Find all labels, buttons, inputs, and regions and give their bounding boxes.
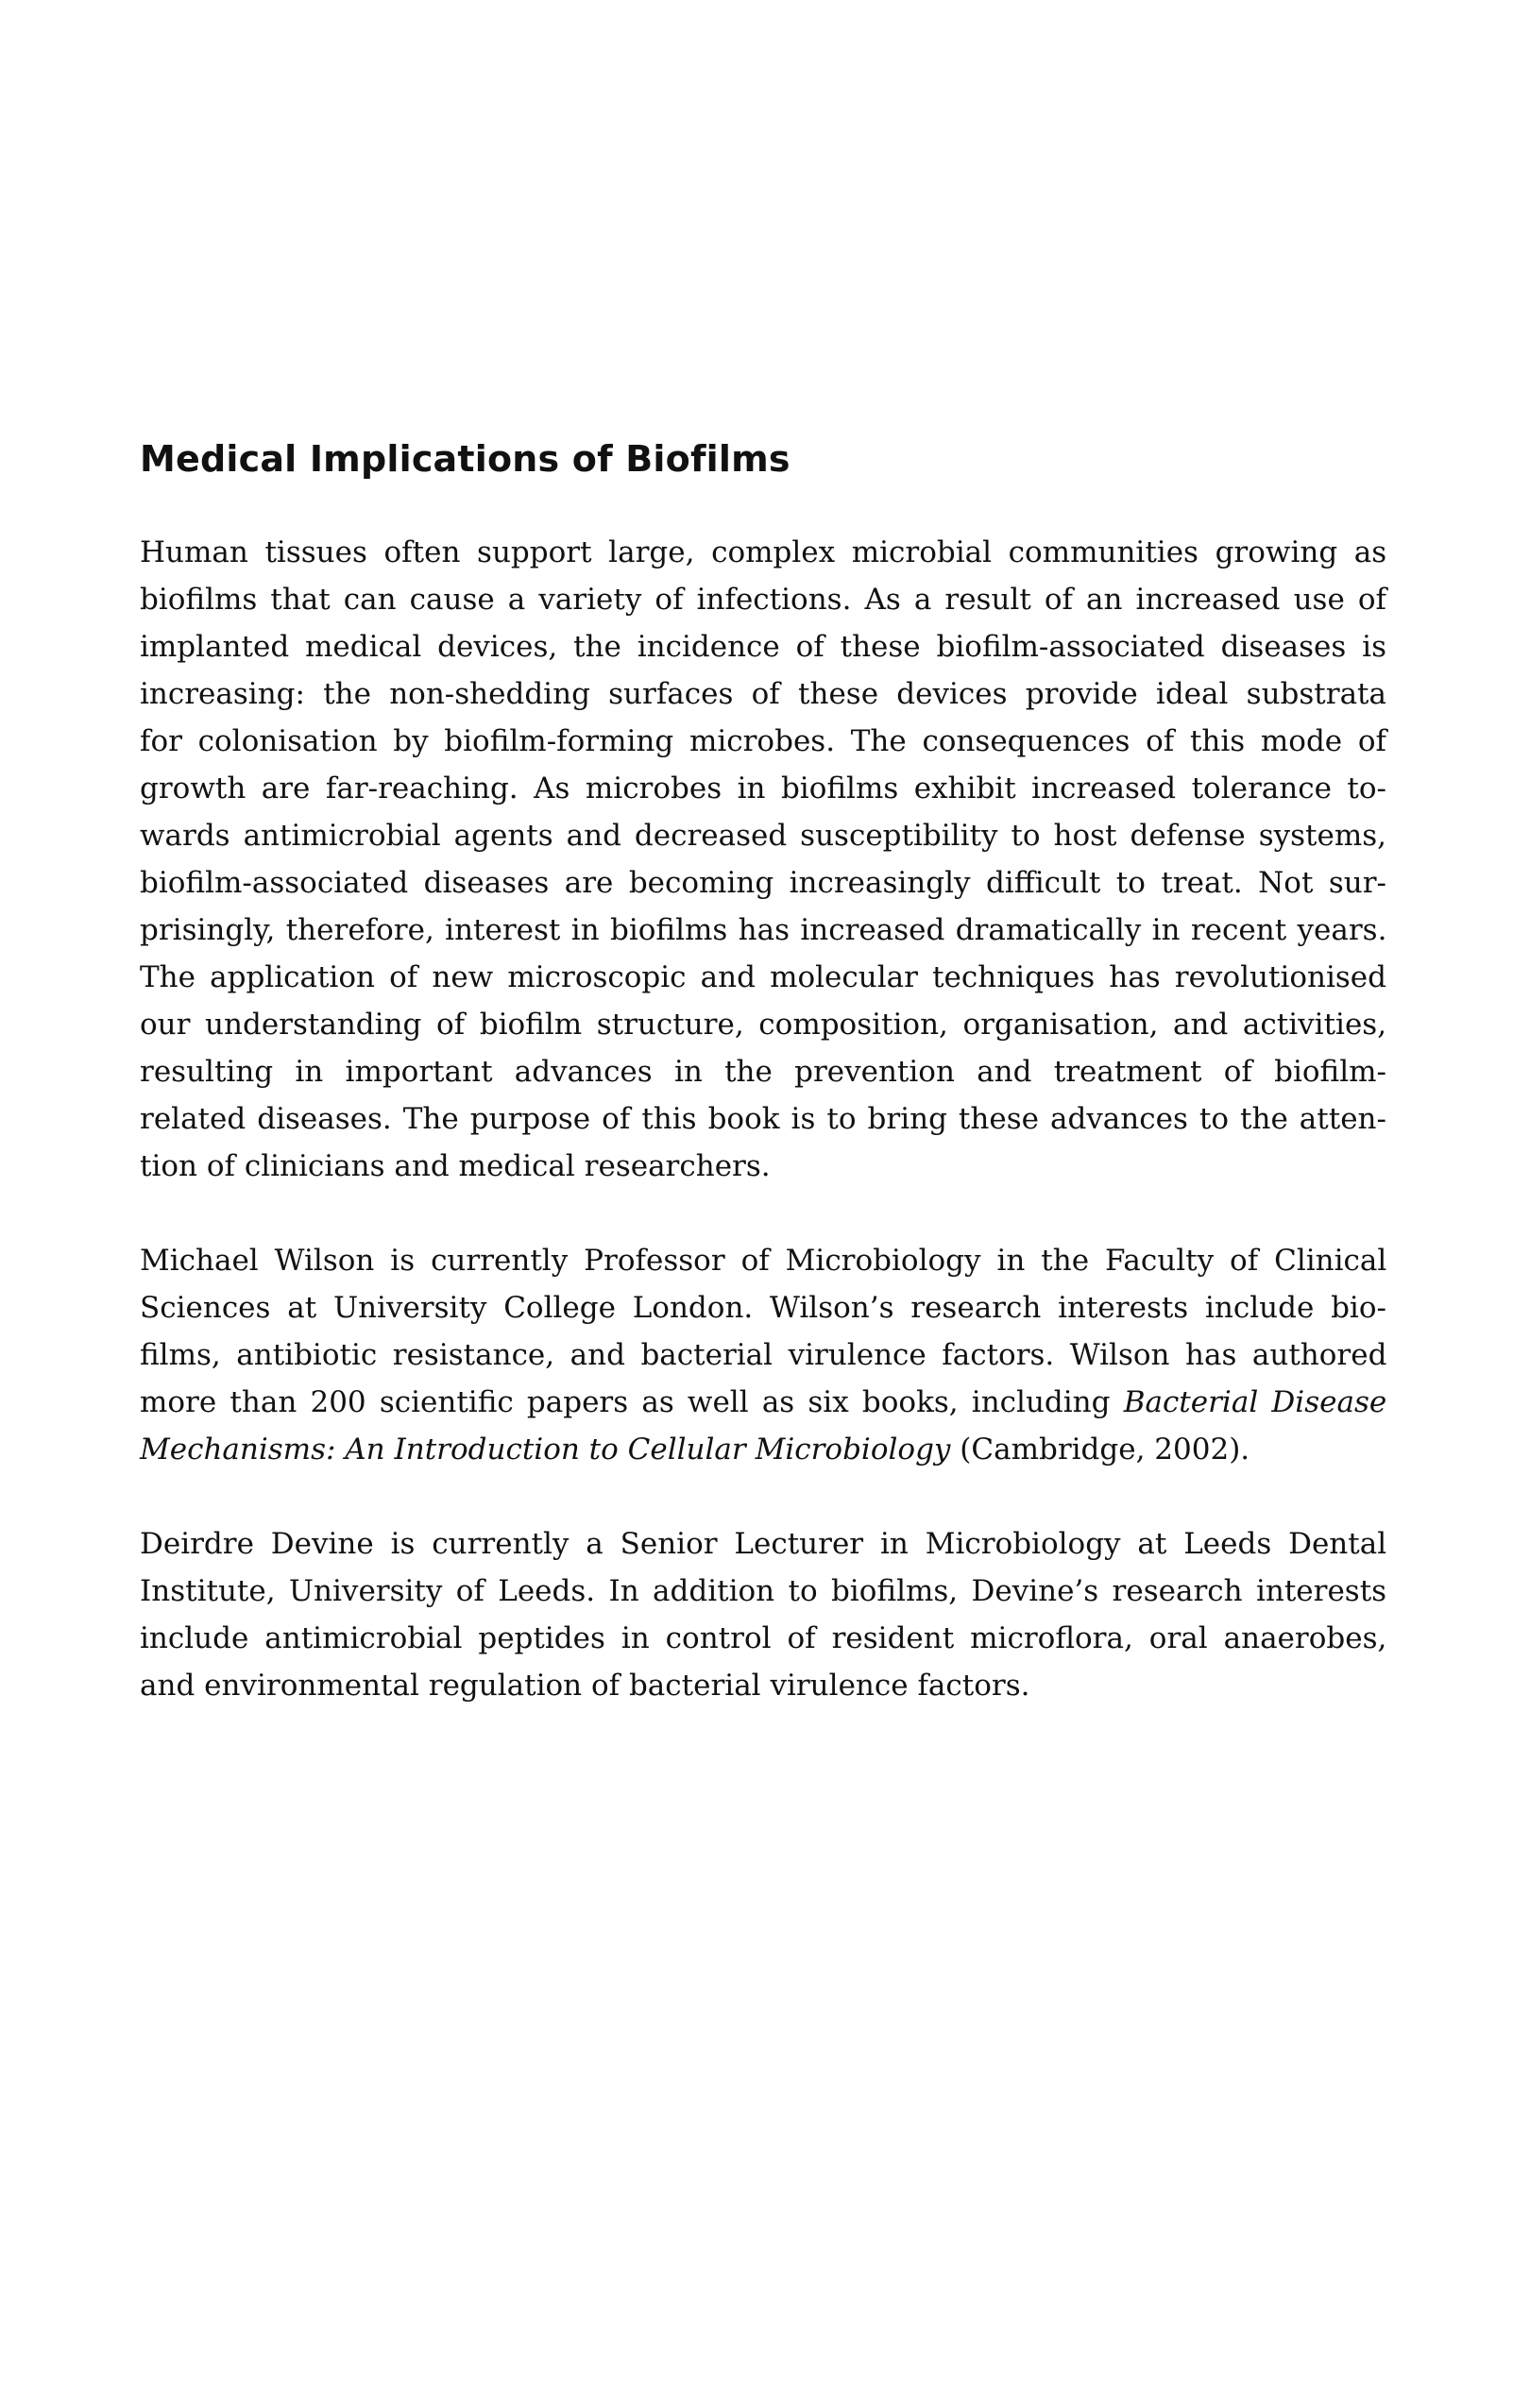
text-segment: more than 200 scientific papers as well as six books, including [140, 1385, 1124, 1419]
text-line: for colonisation by biofilm-forming microbes. The consequences of this mode of [140, 724, 1386, 758]
text-line: The application of new microscopic and molecular techniques has revolutionised [140, 960, 1386, 994]
text-line: biofilm-associated diseases are becoming increasingly difficult to treat. Not sur- [140, 866, 1386, 900]
author-bio-wilson [140, 1237, 1386, 1473]
author-bio-devine [140, 1520, 1386, 1709]
text-line: implanted medical devices, the incidence of these biofilm-associated diseases is [140, 630, 1386, 664]
book-title-italic: Bacterial Disease [1123, 1385, 1387, 1419]
page-content [140, 436, 1386, 1756]
text-line: Michael Wilson is currently Professor of Microbiology in the Faculty of Clinical [140, 1244, 1387, 1278]
text-line: our understanding of biofilm structure, composition, organisation, and activities, [140, 1008, 1387, 1042]
page-title: Medical Implications of Biofilms [140, 438, 790, 480]
text-line: Sciences at University College London. Wilson’s research interests include bio- [140, 1291, 1386, 1325]
text-line: films, antibiotic resistance, and bacterial virulence factors. Wilson has authored [140, 1338, 1387, 1372]
text-line: Institute, University of Leeds. In addition to biofilms, Devine’s research interests [140, 1574, 1387, 1608]
book-title-italic: Mechanisms: An Introduction to Cellular Microbiology [140, 1433, 951, 1467]
text-line: wards antimicrobial agents and decreased susceptibility to host defense systems, [140, 819, 1386, 853]
text-line: growth are far-reaching. As microbes in biofilms exhibit increased tolerance to- [140, 772, 1386, 805]
text-line: include antimicrobial peptides in control of resident microflora, oral anaerobes, [140, 1621, 1387, 1655]
text-line: biofilms that can cause a variety of infections. As a result of an increased use of [140, 583, 1386, 617]
text-line: related diseases. The purpose of this book is to bring these advances to the atten- [140, 1102, 1386, 1136]
description-paragraph [140, 529, 1386, 1190]
text-line: Deirdre Devine is currently a Senior Lecturer in Microbiology at Leeds Dental [140, 1527, 1387, 1561]
text-line [140, 1379, 1386, 1426]
text-line: tion of clinicians and medical researchers. [140, 1149, 771, 1183]
text-segment: (Cambridge, 2002). [950, 1433, 1250, 1467]
text-line: resulting in important advances in the prevention and treatment of biofilm- [140, 1055, 1386, 1089]
text-line: and environmental regulation of bacterial virulence factors. [140, 1669, 1030, 1703]
text-line [140, 1426, 1386, 1473]
text-line: increasing: the non-shedding surfaces of these devices provide ideal substrata [140, 677, 1386, 711]
text-line: prisingly, therefore, interest in biofilms has increased dramatically in recent years. [140, 913, 1387, 947]
text-line: Human tissues often support large, complex microbial communities growing as [140, 535, 1387, 569]
